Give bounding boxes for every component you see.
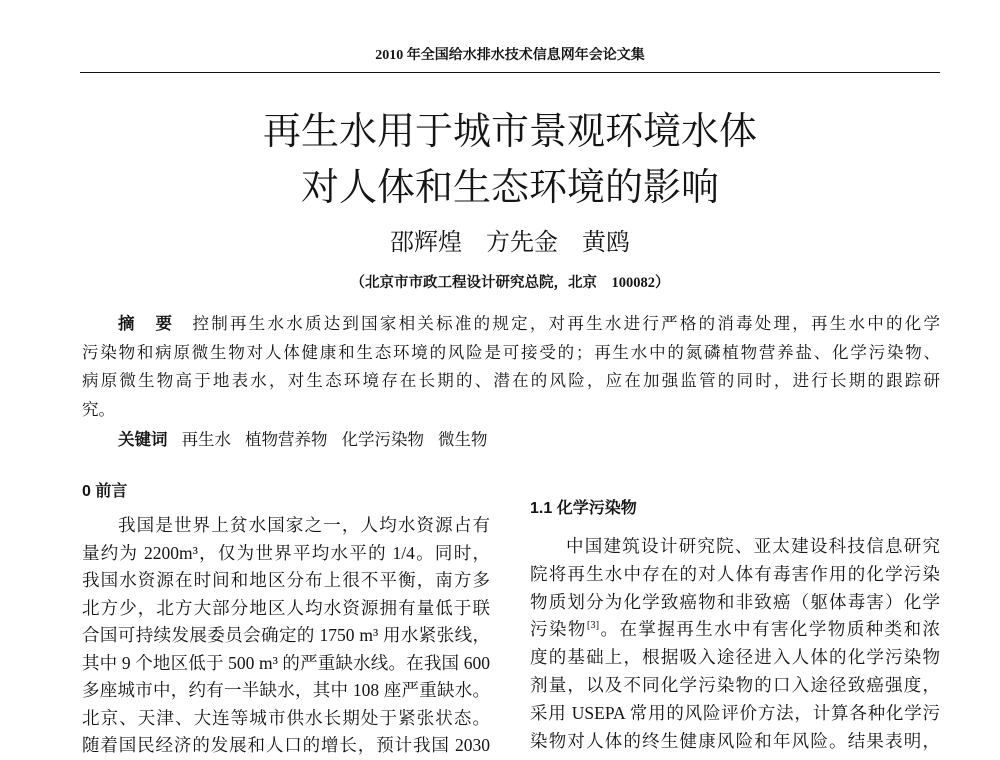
citation-superscript: [3] <box>586 620 600 632</box>
abstract-line: 污染物和病原微生物对人体健康和生态环境的风险是可接受的；再生水中的氮磷植物营养盐、化学污染物、 <box>82 342 940 362</box>
paragraph-line: 随着国民经济的发展和人口的增长，预计我国 2030 <box>82 735 490 755</box>
line-text: 污染物 <box>530 619 587 640</box>
abstract-line: 究。 <box>82 400 115 420</box>
paragraph-line: 剂量，以及不同化学污染物的口入途径致癌强度， <box>530 674 940 695</box>
section-heading: 1.1 化学污染物 <box>530 500 637 517</box>
paragraph-line: 我国水资源在时间和地区分布上很不平衡，南方多 <box>82 570 490 590</box>
paragraph-line: 染物对人体的终生健康风险和年风险。结果表明， <box>530 730 940 751</box>
paragraph-line: 多座城市中，约有一半缺水，其中 108 座严重缺水。 <box>82 680 490 700</box>
abstract-label: 摘 要 <box>118 315 175 333</box>
keyword-item: 再生水 <box>181 430 231 449</box>
paragraph-line: 度的基础上，根据吸入途径进入人体的化学污染物 <box>530 647 940 668</box>
authors: 邵辉煌 方先金 黄鸥 <box>390 230 630 256</box>
right-column-paragraph <box>530 533 940 755</box>
paragraph-line: 中国建筑设计研究院、亚太建设科技信息研究 <box>566 536 940 556</box>
paragraph-line: 量约为 2200m³，仅为世界平均水平的 1/4。同时， <box>82 542 490 563</box>
paragraph-line: 合国可持续发展委员会确定的 1750 m³ 用水紧张线， <box>82 625 490 645</box>
abstract-line: 病原微生物高于地表水，对生态环境存在长期的、潜在的风险，应在加强监管的同时，进行长期的跟踪研 <box>82 371 940 391</box>
affiliation: （北京市市政工程设计研究总院，北京 100082） <box>350 275 670 291</box>
paragraph-line: 物质划分为化学致癌物和非致癌（躯体毒害）化学 <box>530 591 940 612</box>
header-rule <box>80 72 940 73</box>
paragraph-line: 其中 9 个地区低于 500 m³ 的严重缺水线。在我国 600 <box>82 652 490 673</box>
paragraph-line <box>530 616 940 644</box>
abstract-text: 控制再生水水质达到国家相关标准的规定，对再生水进行严格的消毒处理，再生水中的化学 <box>190 314 940 333</box>
running-head: 2010 年全国给水排水技术信息网年会论文集 <box>375 48 645 63</box>
paragraph-line: 院将再生水中存在的对人体有毒害作用的化学污染 <box>530 563 940 584</box>
paper-title-line: 对人体和生态环境的影响 <box>300 167 719 209</box>
paper-title-line: 再生水用于城市景观环境水体 <box>262 111 757 153</box>
keywords <box>118 426 488 454</box>
paragraph-line: 北京、天津、大连等城市供水长期处于紧张状态。 <box>82 707 490 728</box>
abstract <box>82 310 940 425</box>
paragraph-line: 北方少，北方大部分地区人均水资源拥有量低于联 <box>82 597 490 618</box>
paragraph-line: 我国是世界上贫水国家之一，人均水资源占有 <box>118 515 490 535</box>
abstract-line <box>82 310 940 339</box>
paragraph-line: 采用 USEPA 常用的风险评价方法，计算各种化学污 <box>530 702 940 723</box>
keyword-item: 植物营养物 <box>245 430 328 449</box>
keyword-item: 化学污染物 <box>341 430 424 449</box>
line-text: 。在掌握再生水中有害化学物质种类和浓 <box>599 619 940 640</box>
section-heading: 0 前言 <box>82 483 128 500</box>
left-column-paragraph <box>82 512 490 760</box>
keywords-label: 关键词 <box>118 431 168 449</box>
keyword-item: 微生物 <box>438 430 488 449</box>
